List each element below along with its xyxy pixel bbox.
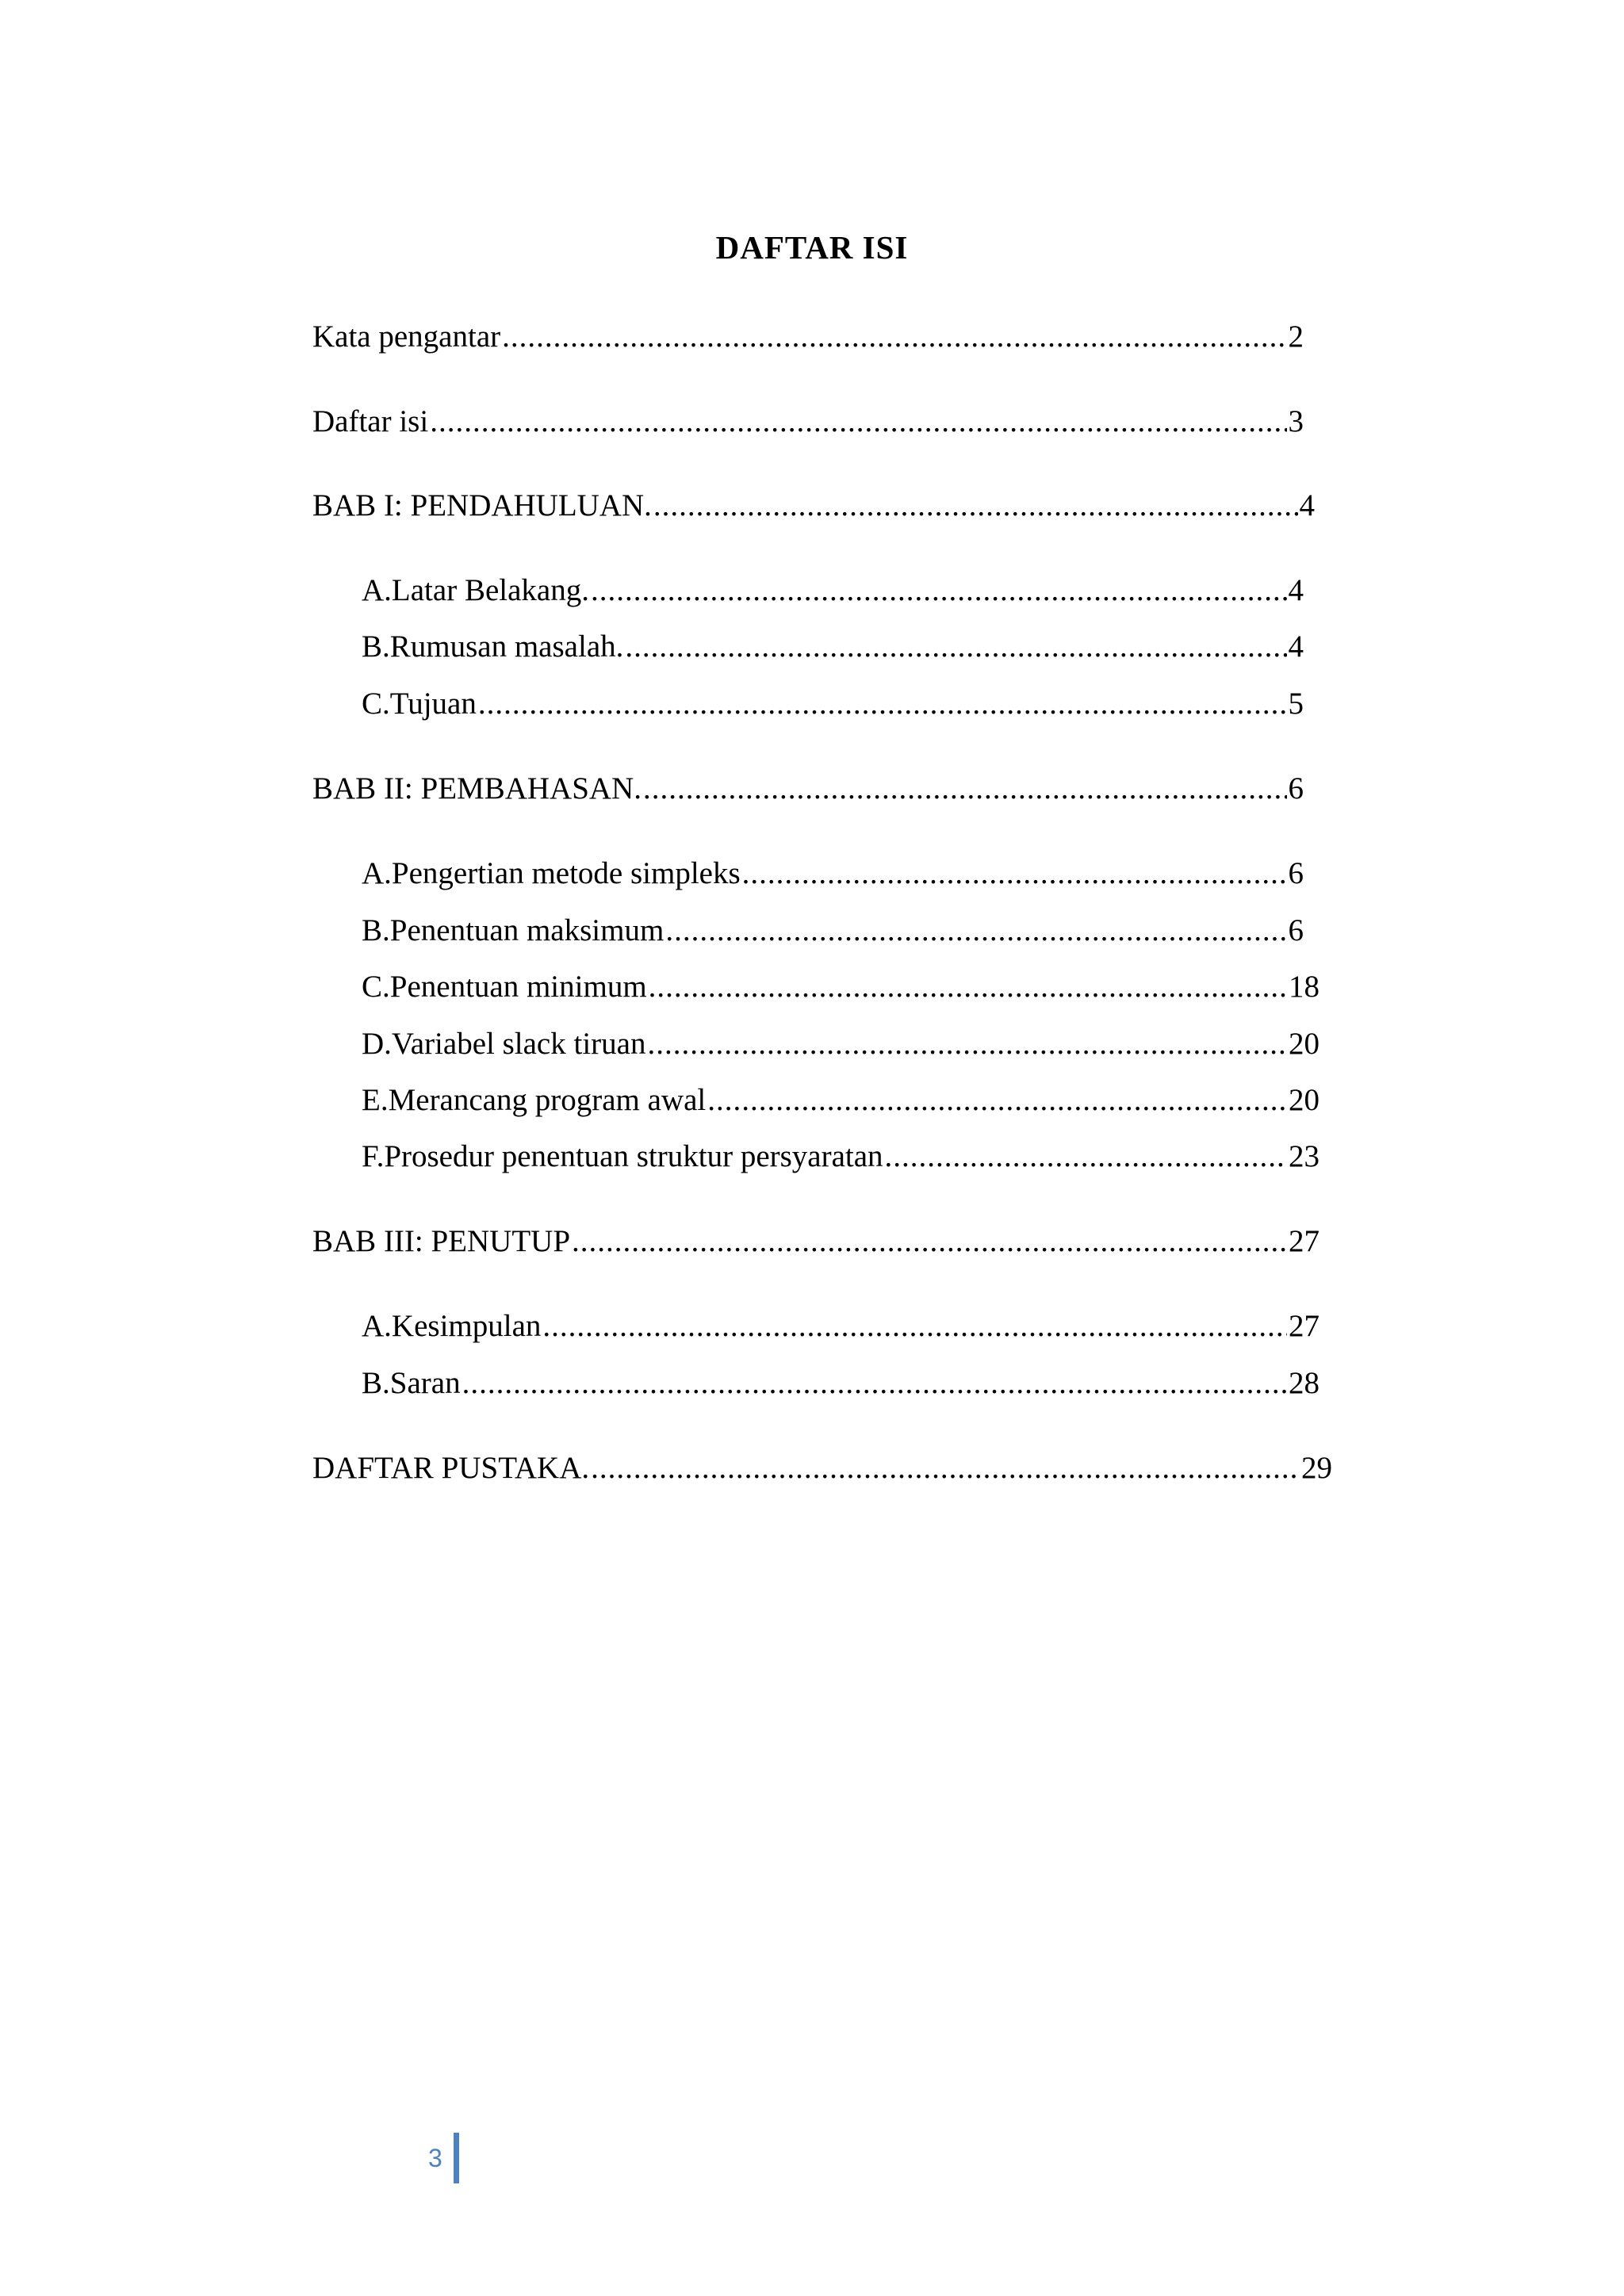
dot-leader (665, 911, 1286, 951)
toc-subentry-prosedur-penentuan[interactable] (362, 1137, 1320, 1177)
toc-page-number: 20 (1289, 1083, 1320, 1117)
toc-entry-letter: D. (362, 1027, 392, 1061)
toc-entry-letter: A. (362, 856, 392, 890)
toc-page-number: 6 (1288, 771, 1304, 806)
toc-page-number: 2 (1288, 320, 1304, 354)
toc-entry-letter: B. (362, 913, 390, 947)
toc-entry-bab-2[interactable] (312, 769, 1304, 809)
toc-page-number: 5 (1288, 687, 1304, 721)
toc-subentry-saran[interactable] (362, 1364, 1320, 1403)
toc-entry-kata-pengantar[interactable] (312, 317, 1304, 357)
dot-leader (647, 1024, 1287, 1064)
toc-subentry-penentuan-maksimum[interactable] (362, 911, 1304, 951)
dot-leader (649, 967, 1287, 1007)
toc-entry-label: Penentuan maksimum (389, 913, 665, 947)
toc-entry-bab-3[interactable] (312, 1222, 1320, 1261)
dot-leader (478, 684, 1287, 724)
dot-leader (430, 402, 1286, 442)
toc-entry-letter: C. (362, 970, 390, 1004)
toc-entry-letter: B. (362, 1366, 390, 1400)
toc-subentry-pengertian-metode-simpleks[interactable] (362, 854, 1304, 894)
toc-entry-label: BAB III: PENUTUP (312, 1224, 571, 1258)
toc-entry-label: Latar Belakang. (391, 573, 589, 607)
toc-entry-label: Variabel slack tiruan (391, 1027, 646, 1061)
dot-leader (502, 317, 1286, 357)
dot-leader (653, 486, 1298, 526)
toc-entry-label: Saran (389, 1366, 461, 1400)
dot-leader (542, 1307, 1287, 1346)
toc-page-number: 4 (1299, 488, 1315, 522)
toc-entry-label: Kesimpulan (391, 1309, 542, 1343)
toc-subentry-penentuan-minimum[interactable] (362, 967, 1320, 1007)
toc-entry-daftar-isi[interactable] (312, 402, 1304, 442)
toc-page-number: 28 (1289, 1366, 1320, 1400)
toc-page-number: 4 (1288, 629, 1304, 664)
toc-page-number: 3 (1288, 404, 1304, 438)
toc-subentry-kesimpulan[interactable] (362, 1307, 1320, 1346)
toc-entry-daftar-pustaka[interactable] (312, 1448, 1332, 1488)
toc-entry-letter: A. (362, 1309, 392, 1343)
dot-leader (462, 1364, 1287, 1403)
toc-entry-label: DAFTAR PUSTAKA. (312, 1451, 590, 1485)
dot-leader (625, 627, 1286, 667)
page-footer (428, 2133, 459, 2183)
dot-leader (591, 571, 1287, 610)
toc-entry-label: Tujuan (389, 687, 477, 721)
toc-entry-letter: F. (362, 1139, 385, 1173)
dot-leader (643, 769, 1287, 809)
toc-entry-label: Daftar isi (312, 404, 429, 438)
toc-entry-label: Merancang program awal (388, 1083, 707, 1117)
toc-page-number: 18 (1289, 970, 1320, 1004)
page-number: 3 (428, 2143, 442, 2172)
toc-entry-label: Penentuan minimum (389, 970, 647, 1004)
toc-entry-letter: A. (362, 573, 392, 607)
toc-page-number: 27 (1289, 1224, 1320, 1258)
toc-entry-label: Kata pengantar (312, 320, 501, 354)
toc-subentry-merancang-program-awal[interactable] (362, 1081, 1320, 1120)
dot-leader (885, 1137, 1287, 1177)
footer-accent-bar (454, 2133, 459, 2183)
toc-subentry-latar-belakang[interactable] (362, 571, 1304, 610)
toc-entry-letter: E. (362, 1083, 389, 1117)
toc-entry-letter: C. (362, 687, 390, 721)
toc-page-number: 23 (1289, 1139, 1320, 1173)
toc-page-number: 6 (1288, 913, 1304, 947)
toc-entry-label: Prosedur penentuan struktur persyaratan (384, 1139, 883, 1173)
toc-page-number: 6 (1288, 856, 1304, 890)
toc-subentry-tujuan[interactable] (362, 684, 1304, 724)
toc-entry-label: BAB II: PEMBAHASAN. (312, 771, 642, 806)
toc-entry-label: BAB I: PENDAHULUAN. (312, 488, 652, 522)
toc-page-number: 4 (1288, 573, 1304, 607)
toc-entry-bab-1[interactable] (312, 486, 1315, 526)
toc-subentry-rumusan-masalah[interactable] (362, 627, 1304, 667)
toc-entry-label: Pengertian metode simpleks (391, 856, 741, 890)
toc-page-number: 29 (1301, 1451, 1332, 1485)
toc-entry-letter: B. (362, 629, 390, 664)
toc-subentry-variabel-slack-tiruan[interactable] (362, 1024, 1320, 1064)
dot-leader (591, 1448, 1300, 1488)
toc-page-number: 27 (1289, 1309, 1320, 1343)
dot-leader (742, 854, 1287, 894)
toc-page-number: 20 (1289, 1027, 1320, 1061)
dot-leader (707, 1081, 1287, 1120)
toc-entry-label: Rumusan masalah. (389, 629, 624, 664)
page-title: DAFTAR ISI (715, 229, 909, 266)
dot-leader (572, 1222, 1287, 1261)
